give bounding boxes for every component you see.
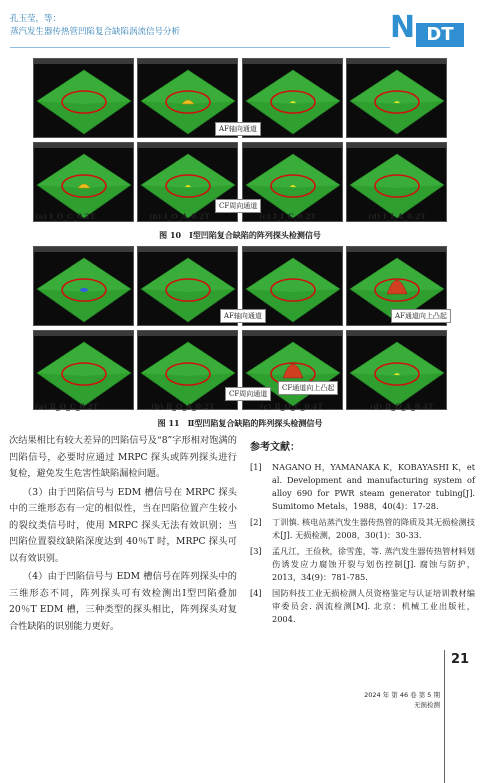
surface-highlight xyxy=(141,258,235,292)
subcaption: (a) Ⅱ_O_C_0.2T xyxy=(35,402,99,411)
signal-plot xyxy=(346,58,447,138)
signal-surface xyxy=(34,336,134,410)
subcaption: (b) Ⅰ_O_A_0.2T xyxy=(149,212,210,221)
overlay-label-cf: CF周向通道 xyxy=(225,387,271,401)
body-paragraph: （4）由于凹陷信号与 EDM 槽信号在阵列探头中的三维形态不同，阵列探头可有效检测出Ⅰ型凹陷叠加 20％T EDM 槽，三种类型的探头相比，阵列探头对复合性缺陷的识别能力更好。 xyxy=(9,571,237,632)
references-heading: 参考文献： xyxy=(250,442,300,453)
reference-item xyxy=(250,461,475,513)
reference-item xyxy=(250,587,475,626)
body-paragraph: （3）由于凹陷信号与 EDM 槽信号在 MRPC 探头中的三维形态有一定的相似性，当在凹陷位置产生较小的裂纹类信号时，使用 MRPC 探头无法有效识别；当凹陷位置裂纹缺陷深度达到 40％T 时，MRPC 探头可以有效识别。 xyxy=(9,486,237,564)
subcaption: (c) Ⅱ_O_C_0.4T xyxy=(260,402,323,411)
subcaption: (c) Ⅰ_I_C_0.2T xyxy=(259,212,317,221)
figure-11-subcaptions xyxy=(33,402,448,414)
figure-10 xyxy=(33,58,448,228)
surface-highlight xyxy=(37,342,131,376)
reference-item xyxy=(250,516,475,542)
surface-highlight xyxy=(246,154,340,188)
header-divider xyxy=(10,47,390,48)
figure-11 xyxy=(33,246,448,416)
overlay-label-cf: CF周向通道 xyxy=(215,199,261,213)
signal-surface xyxy=(347,336,447,410)
subcaption: (d) Ⅱ_O_A_0.4T xyxy=(370,402,434,411)
reference-text: NAGANO H，YAMANAKA K，KOBAYASHI K，et al. Development and manufacturing system of alloy 690 for PWR steam generator tubing[J]. Sumitomo Metals，1988，40(4)：17-28. xyxy=(272,462,475,511)
footer-rule xyxy=(444,650,445,783)
overlay-label-af: AF轴向通道 xyxy=(220,309,266,323)
surface-highlight xyxy=(350,154,444,188)
overlay-label-af: AF轴向通道 xyxy=(215,122,261,136)
page-header xyxy=(0,0,480,48)
reference-number: [2] xyxy=(250,517,262,527)
reference-text: 孟凡江，王俭秋，徐雪莲，等. 蒸汽发生器传热管材料划伤诱发应力腐蚀开裂与划伤控制[J]. 腐蚀与防护，2013，34(9)：781-785. xyxy=(272,546,475,582)
logo-letters-dt: DT xyxy=(416,23,464,47)
reference-number: [3] xyxy=(250,546,262,556)
signal-plot xyxy=(346,142,447,222)
figure-10-subcaptions xyxy=(33,212,448,224)
reference-number: [1] xyxy=(250,462,262,472)
signal-plot xyxy=(33,246,134,326)
overlay-label-cf-bump: CF通道向上凸起 xyxy=(278,381,338,395)
overlay-label-af-bump: AF通道向上凸起 xyxy=(391,309,451,323)
signal-surface xyxy=(34,252,134,326)
surface-highlight xyxy=(141,154,235,188)
signal-plot xyxy=(33,58,134,138)
signal-plot xyxy=(33,330,134,410)
signal-peak xyxy=(80,288,88,292)
journal-logo xyxy=(390,10,464,48)
signal-surface xyxy=(34,148,134,222)
logo-letter-n: N xyxy=(390,10,415,45)
signal-plot xyxy=(33,142,134,222)
signal-surface xyxy=(347,64,447,138)
subcaption: (b) Ⅱ_O_A_0.2T xyxy=(151,402,215,411)
body-paragraph: 次结果相比有较大差异的凹陷信号及“8”字形相对饱满的凹陷信号，必要时应通过 MRPC 探头或阵列探头进行复检，避免发生危害性缺陷漏检问题。 xyxy=(9,435,237,479)
reference-number: [4] xyxy=(250,588,262,598)
surface-highlight xyxy=(350,70,444,104)
surface-highlight xyxy=(246,70,340,104)
surface-highlight xyxy=(37,70,131,104)
running-authors: 孔玉莹，等： xyxy=(10,14,62,24)
reference-item xyxy=(250,545,475,584)
signal-surface xyxy=(347,148,447,222)
subcaption: (a) Ⅰ_O_C_0.2T xyxy=(35,212,96,221)
body-text-column xyxy=(9,433,237,635)
surface-highlight xyxy=(246,258,340,292)
figure-11-caption: 图 11 Ⅱ型凹陷复合缺陷的阵列探头检测信号 xyxy=(157,418,323,428)
signal-plot xyxy=(346,330,447,410)
running-title: 蒸汽发生器传热管凹陷复合缺陷涡流信号分析 xyxy=(10,27,181,37)
page-number: 21 xyxy=(451,652,470,667)
signal-plot xyxy=(137,330,238,410)
figure-10-caption: 图 10 Ⅰ型凹陷复合缺陷的阵列探头检测信号 xyxy=(159,230,321,240)
signal-surface xyxy=(138,336,238,410)
signal-surface xyxy=(34,64,134,138)
footer-journal: 无损检测 xyxy=(414,701,440,709)
references-section xyxy=(250,438,475,629)
surface-highlight xyxy=(37,154,131,188)
footer-issue: 2024 年 第 46 卷 第 5 期 xyxy=(364,691,440,699)
reference-text: 丁训慎. 核电站蒸汽发生器传热管的降质及其无损检测技术[J]. 无损检测，2008，30(1)：30-33. xyxy=(272,517,475,540)
surface-highlight xyxy=(37,258,131,292)
surface-highlight xyxy=(141,342,235,376)
surface-highlight xyxy=(350,342,444,376)
reference-text: 国防科技工业无损检测人员资格鉴定与认证培训教材编审委员会. 涡流检测[M]. 北京：机械工业出版社，2004. xyxy=(272,588,475,624)
subcaption: (d) Ⅰ_I_A_0.2T xyxy=(368,212,426,221)
surface-highlight xyxy=(141,70,235,104)
